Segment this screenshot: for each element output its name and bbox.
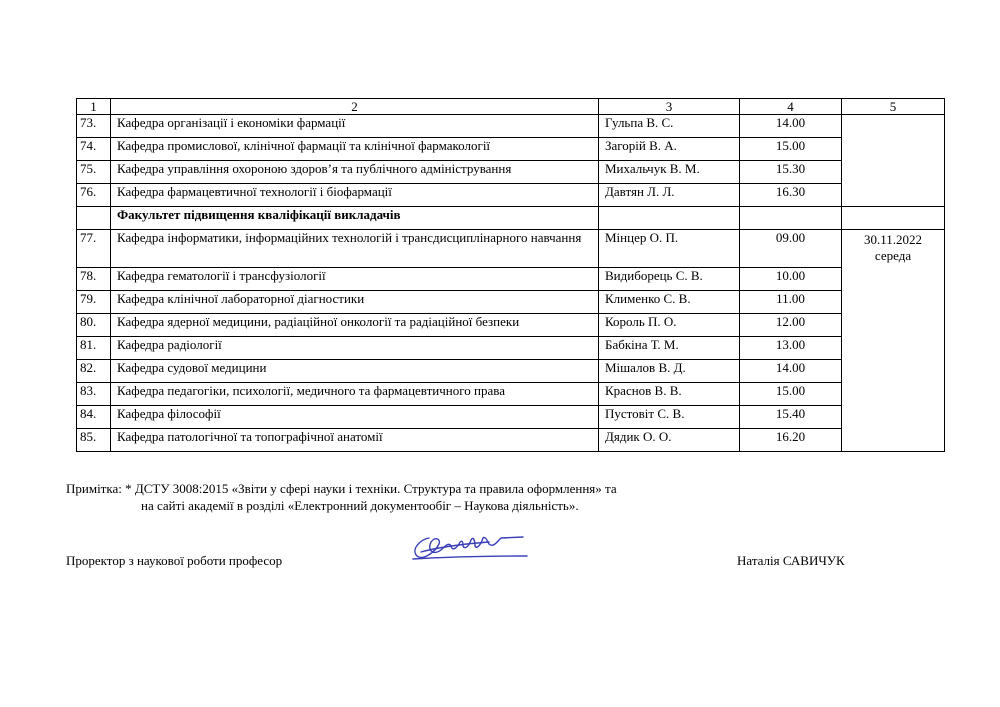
time-cell: 13.00 bbox=[740, 337, 842, 360]
footnote-line-2: на сайті академії в розділі «Електронний документообіг – Наукова діяльність». bbox=[141, 498, 579, 513]
time-cell: 15.00 bbox=[740, 138, 842, 161]
faculty-heading: Факультет підвищення кваліфікації викладачів bbox=[111, 207, 599, 230]
header-cell: 3 bbox=[599, 99, 740, 115]
responsible-person: Мішалов В. Д. bbox=[599, 360, 740, 383]
department-name: Кафедра судової медицини bbox=[111, 360, 599, 383]
time-cell: 15.30 bbox=[740, 161, 842, 184]
footnote bbox=[66, 480, 617, 514]
table-row bbox=[77, 360, 945, 383]
header-cell: 1 bbox=[77, 99, 111, 115]
department-name: Кафедра філософії bbox=[111, 406, 599, 429]
empty-cell bbox=[77, 207, 111, 230]
table-row bbox=[77, 268, 945, 291]
table-row bbox=[77, 230, 945, 268]
signature-stroke bbox=[413, 556, 527, 559]
row-number: 85. bbox=[77, 429, 111, 452]
responsible-person: Пустовіт С. В. bbox=[599, 406, 740, 429]
table-row bbox=[77, 291, 945, 314]
row-number: 75. bbox=[77, 161, 111, 184]
empty-cell bbox=[740, 207, 842, 230]
responsible-person: Краснов В. В. bbox=[599, 383, 740, 406]
header-cell: 5 bbox=[842, 99, 945, 115]
time-cell: 16.30 bbox=[740, 184, 842, 207]
row-number: 79. bbox=[77, 291, 111, 314]
department-name: Кафедра радіології bbox=[111, 337, 599, 360]
empty-cell bbox=[842, 207, 945, 230]
date-value: 30.11.2022 bbox=[863, 232, 923, 247]
responsible-person: Бабкіна Т. М. bbox=[599, 337, 740, 360]
row-number: 73. bbox=[77, 115, 111, 138]
responsible-person: Давтян Л. Л. bbox=[599, 184, 740, 207]
responsible-person: Видиборець С. В. bbox=[599, 268, 740, 291]
table-row bbox=[77, 406, 945, 429]
department-name: Кафедра ядерної медицини, радіаційної онкології та радіаційної безпеки bbox=[111, 314, 599, 337]
time-cell: 12.00 bbox=[740, 314, 842, 337]
department-name: Кафедра патологічної та топографічної анатомії bbox=[111, 429, 599, 452]
table-row bbox=[77, 314, 945, 337]
department-name: Кафедра педагогіки, психології, медичного та фармацевтичного права bbox=[111, 383, 599, 406]
time-cell: 11.00 bbox=[740, 291, 842, 314]
date-cell-empty bbox=[842, 115, 945, 207]
faculty-heading-row bbox=[77, 207, 945, 230]
row-number: 80. bbox=[77, 314, 111, 337]
row-number: 81. bbox=[77, 337, 111, 360]
table-row bbox=[77, 184, 945, 207]
table-row bbox=[77, 161, 945, 184]
department-name: Кафедра фармацевтичної технології і біофармації bbox=[111, 184, 599, 207]
signature-strokes bbox=[413, 537, 527, 559]
row-number: 77. bbox=[77, 230, 111, 268]
time-cell: 10.00 bbox=[740, 268, 842, 291]
header-cell: 4 bbox=[740, 99, 842, 115]
department-name: Кафедра організації і економіки фармації bbox=[111, 115, 599, 138]
department-name: Кафедра управління охороною здоров’я та публічного адміністрування bbox=[111, 161, 599, 184]
date-cell bbox=[842, 230, 945, 452]
time-cell: 14.00 bbox=[740, 115, 842, 138]
responsible-person: Загорій В. А. bbox=[599, 138, 740, 161]
time-cell: 14.00 bbox=[740, 360, 842, 383]
row-number: 83. bbox=[77, 383, 111, 406]
table-row bbox=[77, 115, 945, 138]
table-row bbox=[77, 383, 945, 406]
header-cell: 2 bbox=[111, 99, 599, 115]
department-name: Кафедра гематології і трансфузіології bbox=[111, 268, 599, 291]
weekday-value: середа bbox=[874, 248, 912, 263]
row-number: 78. bbox=[77, 268, 111, 291]
signature-stroke bbox=[415, 537, 523, 557]
time-cell: 15.00 bbox=[740, 383, 842, 406]
row-number: 84. bbox=[77, 406, 111, 429]
row-number: 82. bbox=[77, 360, 111, 383]
department-name: Кафедра клінічної лабораторної діагностики bbox=[111, 291, 599, 314]
time-cell: 15.40 bbox=[740, 406, 842, 429]
schedule-table bbox=[76, 98, 945, 452]
responsible-person: Гульпа В. С. bbox=[599, 115, 740, 138]
table-row bbox=[77, 429, 945, 452]
department-name: Кафедра промислової, клінічної фармації та клінічної фармакології bbox=[111, 138, 599, 161]
handwritten-signature bbox=[405, 526, 535, 566]
row-number: 74. bbox=[77, 138, 111, 161]
responsible-person: Клименко С. В. bbox=[599, 291, 740, 314]
row-number: 76. bbox=[77, 184, 111, 207]
header-row bbox=[77, 99, 945, 115]
signatory-title: Проректор з наукової роботи професор bbox=[66, 553, 283, 568]
responsible-person: Мінцер О. П. bbox=[599, 230, 740, 268]
empty-cell bbox=[599, 207, 740, 230]
responsible-person: Михальчук В. М. bbox=[599, 161, 740, 184]
footnote-line-1: Примітка: * ДСТУ 3008:2015 «Звіти у сфері науки і техніки. Структура та правила оформлення» та bbox=[66, 481, 617, 496]
responsible-person: Дядик О. О. bbox=[599, 429, 740, 452]
time-cell: 09.00 bbox=[740, 230, 842, 268]
department-name: Кафедра інформатики, інформаційних технологій і трансдисциплінарного навчання bbox=[111, 230, 599, 268]
signatory-name: Наталія САВИЧУК bbox=[737, 553, 845, 568]
table-row bbox=[77, 337, 945, 360]
responsible-person: Король П. О. bbox=[599, 314, 740, 337]
time-cell: 16.20 bbox=[740, 429, 842, 452]
table-row bbox=[77, 138, 945, 161]
